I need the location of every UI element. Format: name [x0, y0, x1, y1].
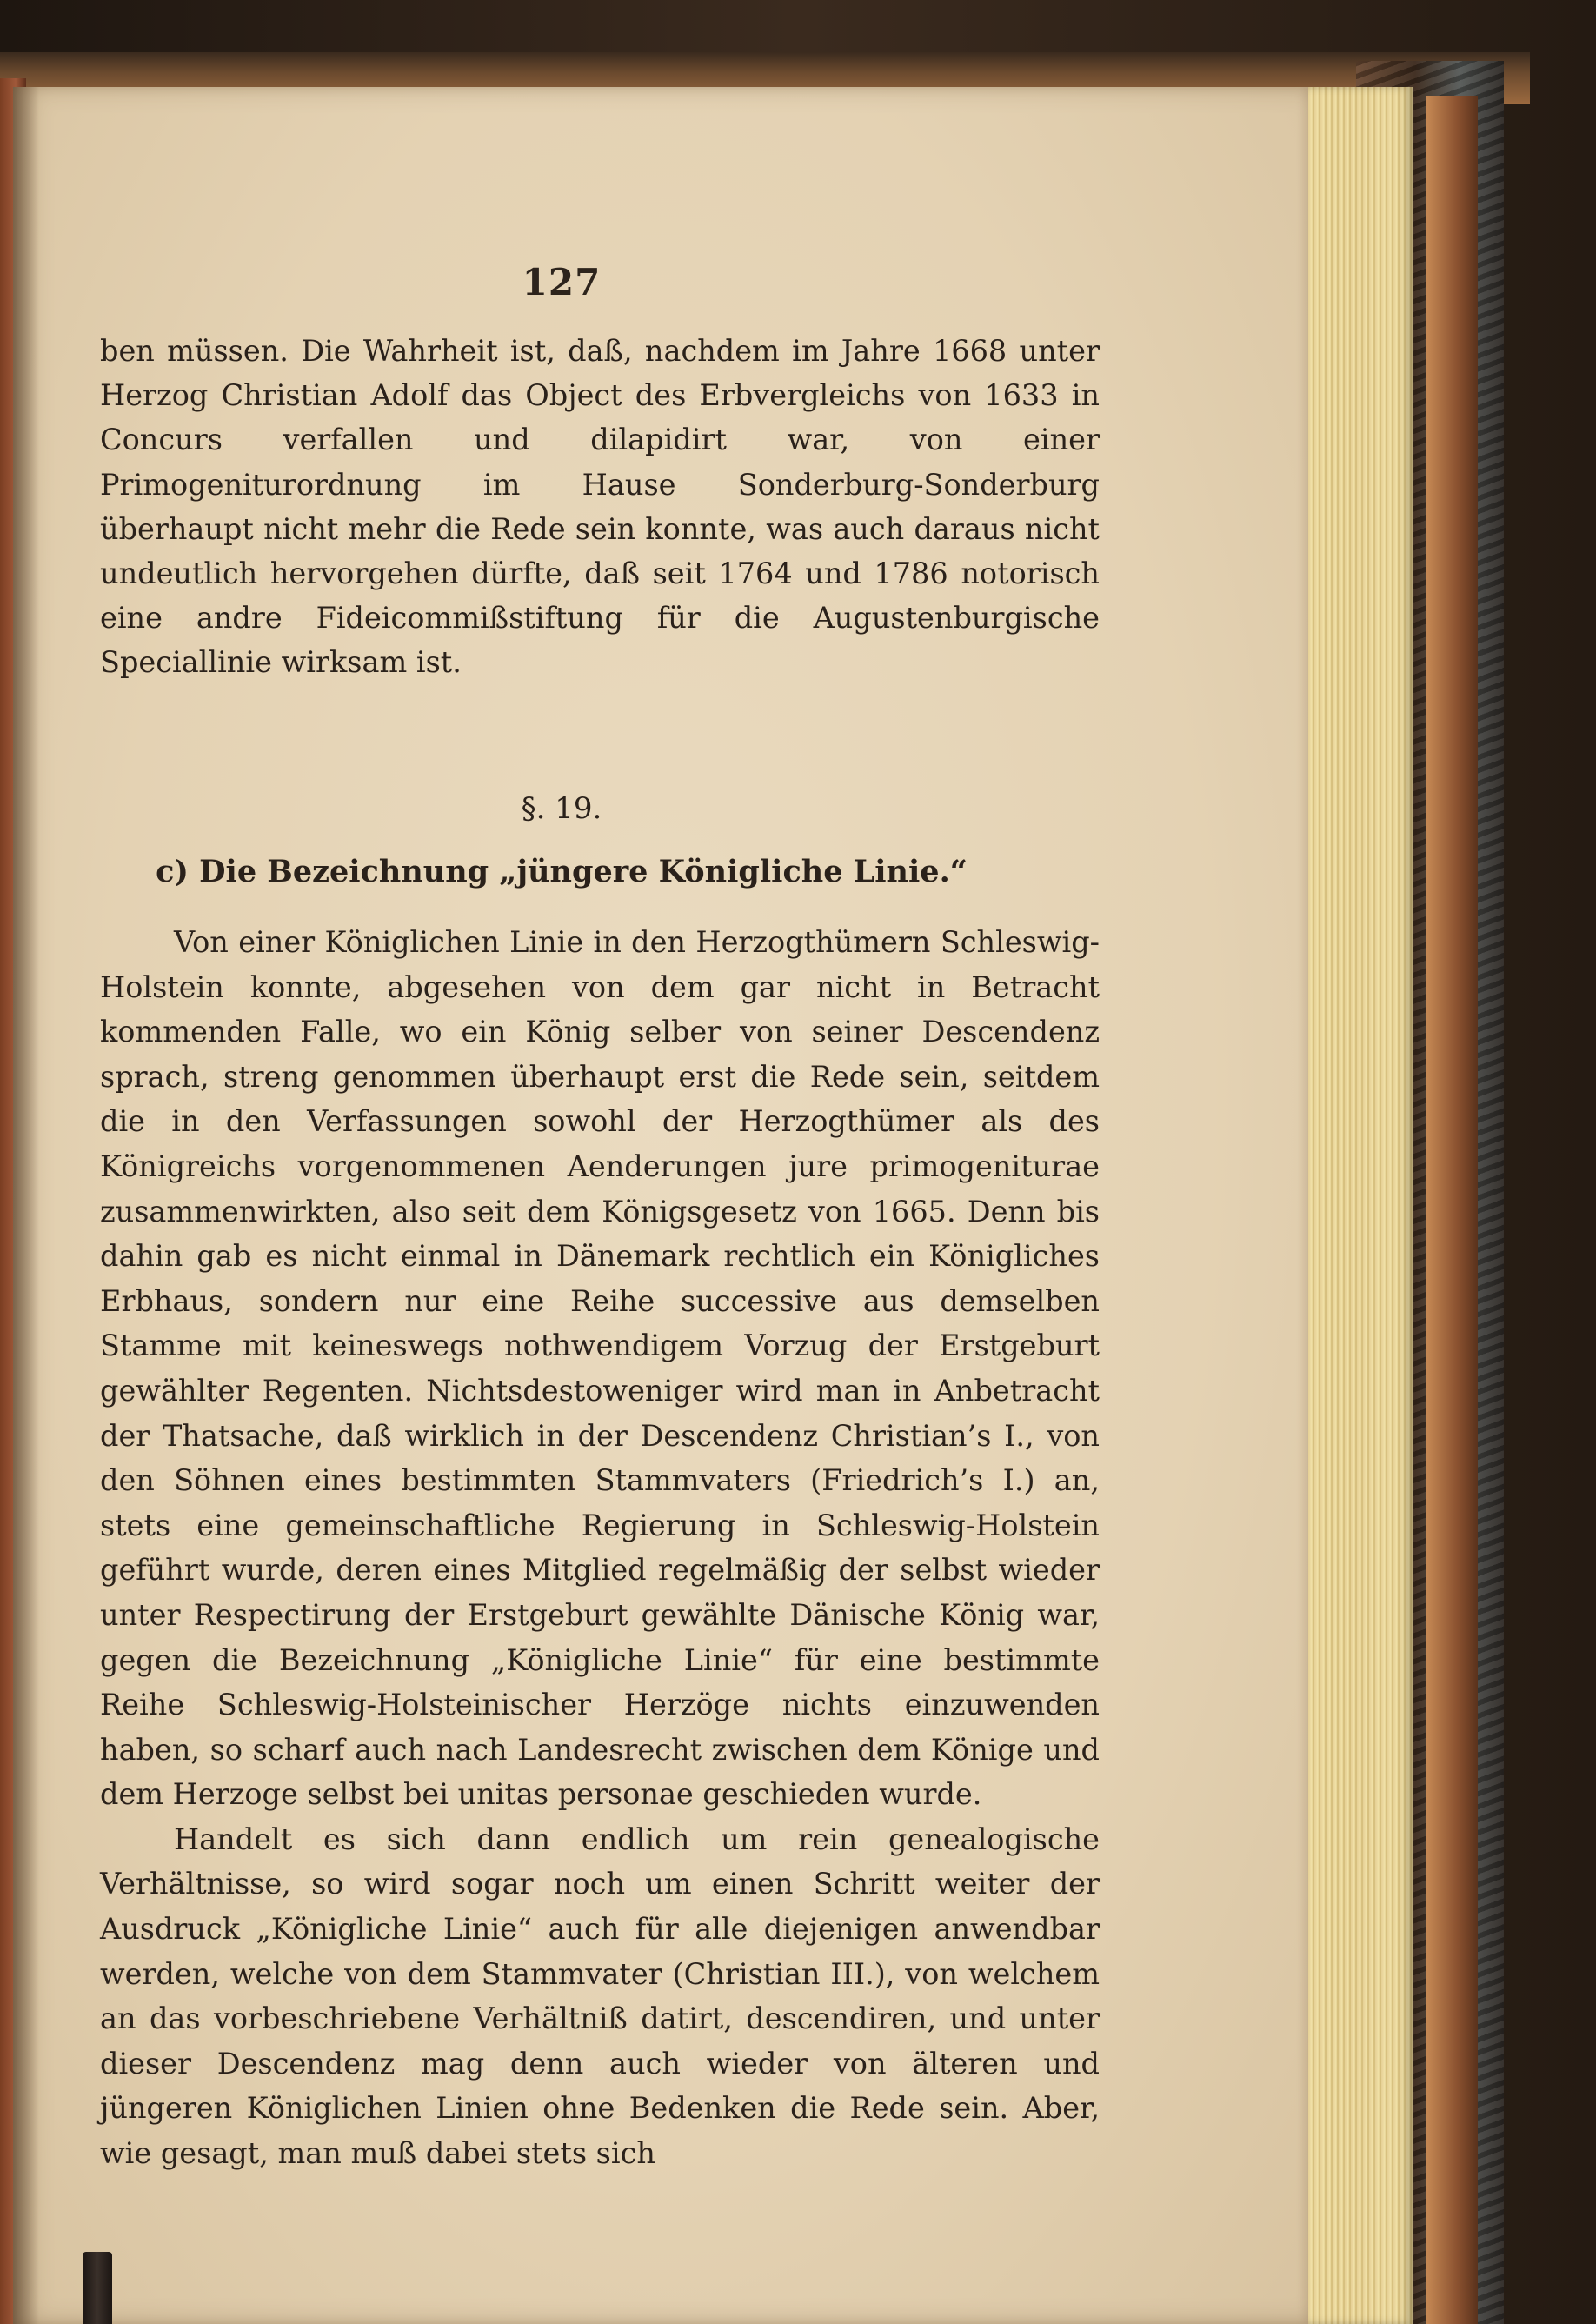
page-gutter-shadow: [13, 87, 39, 2324]
page-number: 127: [522, 261, 602, 303]
book-cover-edge: [1426, 96, 1478, 2324]
section-heading: c) Die Bezeichnung „jüngere Königliche Linie.“: [156, 854, 968, 889]
body-paragraph-1: Von einer Königlichen Linie in den Herzogthümern Schleswig-Holstein konnte, abgesehen von dem gar nicht in Betracht kommenden Falle, wo ein König selber von seiner Descendenz sprach, streng genommen überhaupt erst die Rede sein, seitdem die in den Verfassungen sowohl der Herzogthümer als des Königreichs vorgenommenen Aenderungen jure primogeniturae zusammenwirkten, also seit dem Königsgesetz von 1665. Denn bis dahin gab es nicht einmal in Dänemark rechtlich ein Königliches Erbhaus, sondern nur eine Reihe successive aus demselben Stamme mit keineswegs nothwendigem Vorzug der Erstgeburt gewählter Regenten. Nichtsdestoweniger wird man in Anbetracht der Thatsache, daß wirklich in der Descendenz Christian’s I., von den Söhnen eines bestimmten Stammvaters (Friedrich’s I.) an, stets eine gemeinschaftliche Regierung in Schleswig-Holstein geführt wurde, deren eines Mitglied regelmäßig der selbst wieder unter Respectirung der Erstgeburt gewählte Dänische König war, gegen die Bezeichnung „Königliche Linie“ für eine bestimmte Reihe Schleswig-Holsteinischer Herzöge nichts einzuwenden haben, so scharf auch nach Landesrecht zwischen dem Könige und dem Herzoge selbst bei unitas personae geschieden wurde.: [100, 925, 1100, 1812]
opening-text-block: [100, 329, 1100, 685]
gilt-page-edges: [1291, 87, 1413, 2324]
book-page: [13, 87, 1308, 2324]
body-paragraph-2: Handelt es sich dann endlich um rein genealogische Verhältnisse, so wird sogar noch um einen Schritt weiter der Ausdruck „Königliche Linie“ auch für alle diejenigen anwendbar werden, welche von dem Stammvater (Christian III.), von welchem an das vorbeschriebene Verhältniß datirt, descendiren, und unter dieser Descendenz mag denn auch wieder von älteren und jüngeren Königlichen Linien ohne Bedenken die Rede sein. Aber, wie gesagt, man muß dabei stets sich: [100, 1821, 1100, 2171]
ribbon-bookmark: [83, 2252, 112, 2324]
section-body: [100, 920, 1100, 2176]
opening-paragraph: ben müssen. Die Wahrheit ist, daß, nachdem im Jahre 1668 unter Herzog Christian Adolf das Object des Erbvergleichs von 1633 in Concurs verfallen und dilapidirt war, von einer Primogeniturordnung im Hause Sonderburg-Sonderburg überhaupt nicht mehr die Rede sein konnte, was auch daraus nicht undeutlich hervorgehen dürfte, daß seit 1764 und 1786 notorisch eine andre Fideicommißstiftung für die Augustenburgische Speciallinie wirksam ist.: [100, 334, 1100, 680]
section-number: §. 19.: [521, 791, 602, 826]
